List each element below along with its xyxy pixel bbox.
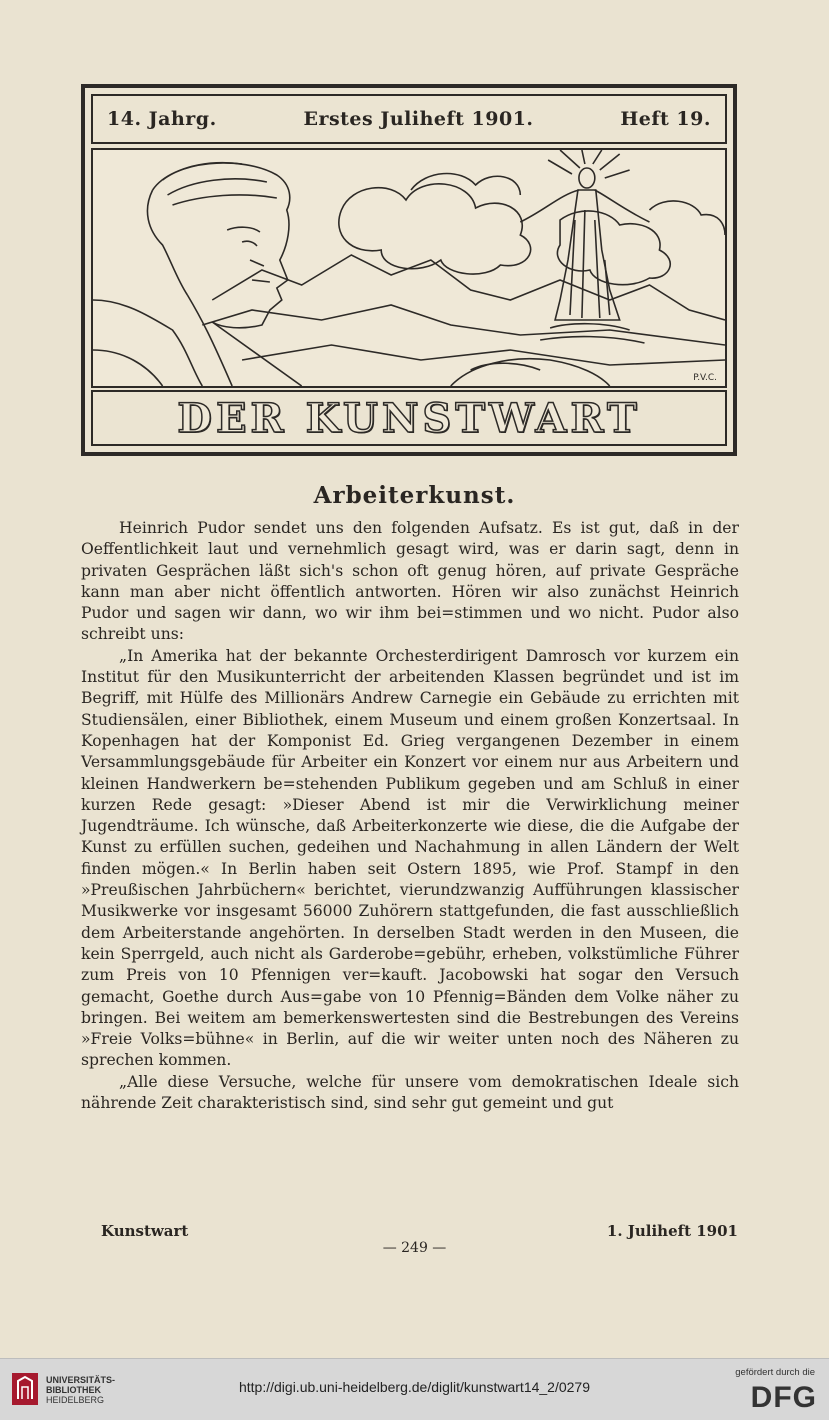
issue-number: Heft 19. [620, 108, 711, 130]
artist-monogram: P.V.C. [693, 372, 717, 384]
header-illustration [91, 148, 727, 388]
article-title: Arbeiterkunst. [313, 482, 516, 509]
masthead [91, 390, 727, 446]
page-number: — 249 — [382, 1240, 447, 1256]
volume-label: 14. Jahrg. [107, 108, 217, 130]
title-frame [81, 84, 737, 456]
paragraph: „Alle diese Versuche, welche für unsere vom demokratischen Ideale sich nährende Zeit charakteristisch sind, sind sehr gut gemeint und gut [81, 1072, 739, 1113]
issue-info-bar [91, 94, 727, 144]
masthead-title: DER KUNSTWART [177, 394, 641, 442]
funded-by-label: gefördert durch die [735, 1367, 815, 1378]
dfg-logo[interactable]: DFG [750, 1381, 817, 1414]
issue-title: Erstes Juliheft 1901. [303, 108, 534, 130]
article-body [81, 518, 739, 1114]
illustration-drawing [93, 150, 725, 386]
viewer-bottom-bar [0, 1358, 829, 1420]
paragraph: Heinrich Pudor sendet uns den folgenden Aufsatz. Es ist gut, daß in der Oeffentlichkeit laut und vernehmlich gesagt wird, was er darin sagt, denn in privaten Gesprächen läßt sich's schon oft genug hören, auf private Gespräche kann man aber nicht öffentlich antworten. Hören wir also zunächst Heinrich Pudor und sagen wir dann, wo wir ihm bei=stimmen und wo nicht. Pudor also schreibt uns: [81, 519, 739, 644]
university-library-name: UNIVERSITÄTS- BIBLIOTHEK HEIDELBERG [46, 1375, 116, 1405]
footer-issue-date: 1. Juliheft 1901 [606, 1222, 738, 1240]
permalink-url[interactable]: http://digi.ub.uni-heidelberg.de/diglit/kunstwart14_2/0279 [238, 1379, 591, 1395]
footer-journal-name: Kunstwart [101, 1222, 189, 1240]
paragraph: „In Amerika hat der bekannte Orchesterdirigent Damrosch vor kurzem ein Institut für den Musikunterricht der arbeitenden Klassen begründet und ist im Begriff, mit Hülfe des Millionärs Andrew Carnegie ein Gebäude zu errichten mit Studiensälen, einer Bibliothek, einem Museum und einem großen Konzertsaal. In Kopenhagen hat der Komponist Ed. Grieg vergangenen Dezember in einem Versammlungsgebäude für Arbeiter ein Konzert vor einem nur aus Arbeitern und kleinen Handwerkern be=stehenden Publikum gegeben und am Schluß in einer kurzen Rede gesagt: »Dieser Abend ist mir die Verwirklichung meiner Jugendträume. Ich wünsche, daß Arbeiterkonzerte wie diese, die die Aufgabe der Kunst zu erfüllen suchen, gedeihen und Nachahmung in allen Ländern der Welt finden mögen.« In Berlin haben seit Ostern 1895, wie Prof. Stampf in den »Preußischen Jahrbüchern« berichtet, vierundzwanzig Aufführungen klassischer Musikwerke vor insgesamt 56000 Zuhörern stattgefunden, die fast ausschließlich dem Arbeiterstande angehörten. In derselben Stadt werden in den Museen, die kein Sperrgeld, auch nicht als Garderobe=gebühr, erheben, volkstümliche Führer zum Preis von 10 Pfennigen ver=kauft. Jacobowski hat sogar den Versuch gemacht, Goethe durch Aus=gabe von 10 Pfennig=Bänden dem Volke näher zu bringen. Bei weitem am bemerkenswertesten sind die Bestrebungen des Vereins »Freie Volks=bühne« in Berlin, auf die wir weiter unten noch des Näheren zu sprechen kommen. [81, 646, 739, 1070]
